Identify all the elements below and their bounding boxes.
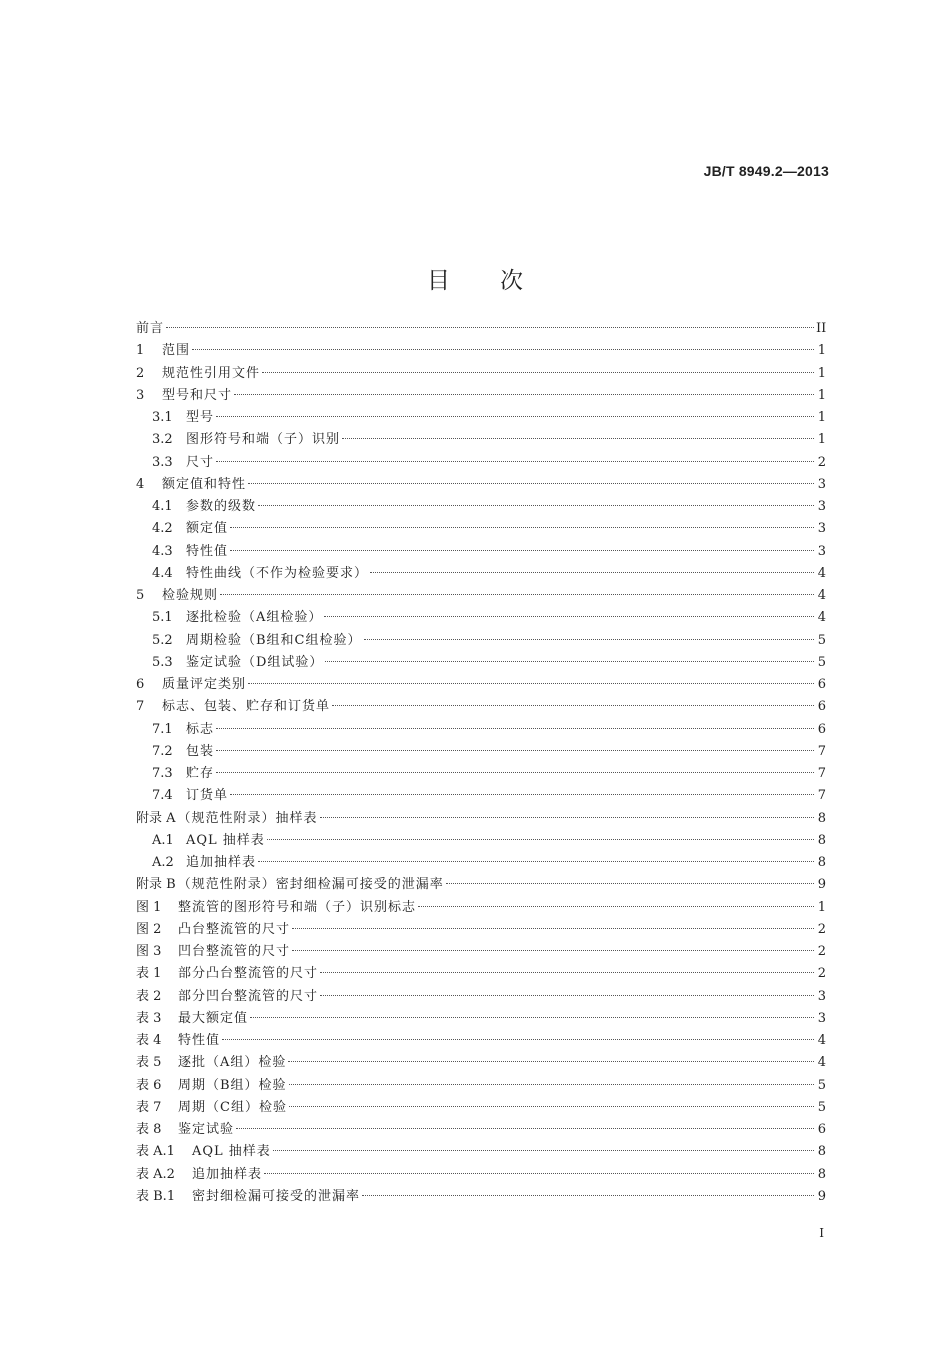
dot-leader	[192, 349, 814, 350]
toc-entry-label: 额定值和特性	[162, 476, 247, 492]
toc-entry-label: 部分凹台整流管的尺寸	[178, 988, 319, 1004]
toc-entry-page: 4	[817, 610, 826, 626]
toc-entry[interactable]	[136, 1097, 826, 1119]
toc-entry-number: 表 3	[136, 1010, 162, 1026]
dot-leader	[370, 572, 814, 573]
dot-leader	[288, 1061, 814, 1062]
toc-entry-number: 3.1	[152, 410, 173, 425]
dot-leader	[230, 527, 814, 528]
dot-leader	[230, 794, 814, 795]
toc-entry[interactable]	[136, 1008, 826, 1030]
toc-entry-page: 4	[817, 1055, 826, 1071]
toc-entry-page: 9	[817, 1188, 826, 1204]
dot-leader	[230, 550, 814, 551]
toc-entry[interactable]	[136, 1164, 826, 1186]
dot-leader	[292, 928, 814, 929]
toc-entry-number: 5.3	[152, 654, 173, 670]
toc-entry-page: 2	[817, 966, 826, 982]
toc-entry-number: 3	[136, 387, 145, 403]
toc-entry-label: AQL 抽样表	[192, 1144, 271, 1160]
toc-entry-label: 周期（B组）检验	[178, 1077, 287, 1093]
toc-entry-label: 部分凸台整流管的尺寸	[178, 966, 319, 982]
dot-leader	[222, 1039, 814, 1040]
toc-entry-page: 3	[817, 543, 826, 559]
toc-entry[interactable]	[136, 1119, 826, 1141]
toc-entry-label: 标志、包装、贮存和订货单	[162, 699, 331, 715]
toc-entry[interactable]	[136, 496, 826, 518]
toc-entry-page: 8	[817, 810, 826, 826]
toc-entry-label: 标志	[186, 721, 215, 737]
toc-entry-number: 图 3	[136, 944, 162, 959]
toc-entry-page: 5	[817, 1077, 826, 1093]
toc-entry-number: 附录 B	[136, 877, 176, 893]
toc-entry-page: 1	[817, 343, 826, 359]
toc-entry[interactable]	[136, 674, 826, 696]
toc-entry-page: 4	[817, 588, 826, 603]
toc-entry[interactable]	[136, 407, 826, 429]
dot-leader	[166, 327, 814, 328]
toc-entry[interactable]	[136, 808, 826, 830]
toc-entry[interactable]	[136, 340, 826, 362]
toc-entry-label: （规范性附录）密封细检漏可接受的泄漏率	[177, 877, 444, 893]
toc-entry-number: A.1	[152, 832, 174, 848]
toc-entry-number: 表 1	[136, 966, 162, 982]
toc-entry-label: 追加抽样表	[186, 855, 257, 870]
dot-leader	[418, 906, 814, 907]
toc-entry-page: 8	[817, 1166, 826, 1182]
dot-leader	[216, 728, 814, 729]
toc-entry-number: 3.3	[152, 454, 173, 470]
toc-entry-label: 鉴定试验	[178, 1122, 235, 1137]
toc-entry-page: 4	[817, 565, 826, 581]
toc-entry-page: 6	[817, 721, 826, 737]
toc-entry-label: 逐批检验（A组检验）	[186, 610, 323, 626]
toc-entry-label: 额定值	[186, 521, 229, 537]
toc-entry-number: 7	[136, 699, 145, 715]
toc-entry-page: 7	[817, 766, 826, 781]
toc-entry-number: 图 2	[136, 921, 162, 937]
toc-entry-number: 附录 A	[136, 810, 176, 826]
table-of-contents	[136, 318, 826, 1208]
dot-leader	[248, 483, 814, 484]
dot-leader	[250, 1017, 814, 1018]
toc-entry-page: 8	[817, 855, 826, 870]
dot-leader	[262, 372, 814, 373]
toc-entry-label: 逐批（A组）检验	[178, 1055, 287, 1071]
toc-entry-label: 前言	[136, 321, 165, 336]
toc-entry-number: 5.1	[152, 610, 173, 626]
toc-entry[interactable]	[136, 385, 826, 407]
toc-entry[interactable]	[136, 785, 826, 807]
dot-leader	[216, 750, 814, 751]
dot-leader	[216, 772, 814, 773]
toc-entry-number: A.2	[152, 855, 174, 870]
toc-entry-label: 订货单	[186, 788, 229, 804]
toc-entry-label: 追加抽样表	[192, 1166, 263, 1182]
toc-entry-label: 范围	[162, 343, 191, 359]
toc-entry-number: 1	[136, 343, 145, 359]
toc-entry-number: 表 B.1	[136, 1188, 176, 1204]
toc-entry[interactable]	[136, 1052, 826, 1074]
toc-entry-label: 质量评定类别	[162, 677, 247, 692]
toc-entry-label: 包装	[186, 743, 215, 759]
toc-entry-page: 5	[817, 632, 826, 648]
toc-entry-label: （规范性附录）抽样表	[177, 810, 318, 826]
toc-entry[interactable]	[136, 897, 826, 919]
dot-leader	[292, 950, 814, 951]
toc-entry-page: 1	[817, 365, 826, 381]
toc-entry[interactable]	[136, 941, 826, 963]
dot-leader	[332, 705, 814, 706]
toc-entry-label: 周期（C组）检验	[178, 1099, 287, 1115]
toc-entry[interactable]	[136, 963, 826, 985]
toc-entry-label: 规范性引用文件	[162, 365, 261, 381]
toc-entry-page: 2	[817, 944, 826, 959]
toc-entry[interactable]	[136, 363, 826, 385]
toc-entry-label: 整流管的图形符号和端（子）识别标志	[178, 899, 417, 915]
dot-leader	[364, 639, 814, 640]
toc-entry[interactable]	[136, 696, 826, 718]
toc-entry-number: 5	[136, 588, 145, 603]
toc-entry-page: 2	[817, 921, 826, 937]
toc-entry-page: 5	[817, 1099, 826, 1115]
toc-entry-number: 表 5	[136, 1055, 162, 1071]
toc-entry-number: 表 8	[136, 1122, 162, 1137]
dot-leader	[362, 1195, 814, 1196]
toc-entry-label: 凹台整流管的尺寸	[178, 944, 291, 959]
toc-entry[interactable]	[136, 1186, 826, 1208]
dot-leader	[324, 616, 814, 617]
toc-entry[interactable]	[136, 563, 826, 585]
toc-entry-label: 尺寸	[186, 454, 215, 470]
dot-leader	[220, 594, 814, 595]
toc-entry-label: AQL 抽样表	[186, 832, 265, 848]
toc-entry-number: 5.2	[152, 632, 173, 648]
toc-entry-label: 特性值	[178, 1033, 221, 1048]
toc-entry[interactable]	[136, 852, 826, 874]
toc-entry[interactable]	[136, 652, 826, 674]
title-part-2: 次	[500, 268, 523, 295]
page-title	[0, 262, 950, 295]
toc-entry-page: 3	[817, 521, 826, 537]
page-number: I	[819, 1226, 824, 1240]
toc-entry[interactable]	[136, 1030, 826, 1052]
toc-entry-number: 7.1	[152, 721, 173, 737]
toc-entry-page: 3	[817, 499, 826, 514]
toc-entry-page: 7	[817, 788, 826, 804]
toc-entry-page: 1	[817, 387, 826, 403]
toc-entry-label: 最大额定值	[178, 1010, 249, 1026]
dot-leader	[320, 817, 814, 818]
toc-entry[interactable]	[136, 630, 826, 652]
toc-entry-number: 图 1	[136, 899, 162, 915]
toc-entry[interactable]	[136, 452, 826, 474]
toc-entry-page: 3	[817, 988, 826, 1004]
dot-leader	[258, 505, 814, 506]
toc-entry-number: 表 A.2	[136, 1166, 175, 1182]
dot-leader	[264, 1173, 814, 1174]
dot-leader	[258, 861, 814, 862]
toc-entry-number: 4.2	[152, 521, 173, 537]
toc-entry-label: 鉴定试验（D组试验）	[186, 654, 324, 670]
toc-entry-page: 8	[817, 832, 826, 848]
toc-entry-page: 4	[817, 1033, 826, 1048]
toc-entry-page: 6	[817, 1122, 826, 1137]
toc-entry-label: 型号	[186, 410, 215, 425]
toc-entry-number: 6	[136, 677, 145, 692]
toc-entry-label: 参数的级数	[186, 499, 257, 514]
toc-entry-number: 7.3	[152, 766, 173, 781]
toc-entry-number: 4.1	[152, 499, 173, 514]
toc-entry[interactable]	[136, 1141, 826, 1163]
toc-entry-label: 检验规则	[162, 588, 219, 603]
toc-entry-page: 5	[817, 654, 826, 670]
toc-entry-label: 密封细检漏可接受的泄漏率	[192, 1188, 361, 1204]
dot-leader	[267, 839, 814, 840]
toc-entry-page: 8	[817, 1144, 826, 1160]
toc-entry[interactable]	[136, 874, 826, 896]
toc-entry-page: 1	[817, 410, 826, 425]
toc-entry-number: 4	[136, 476, 145, 492]
dot-leader	[342, 438, 814, 439]
toc-entry-number: 表 A.1	[136, 1144, 175, 1160]
toc-entry[interactable]	[136, 518, 826, 540]
toc-entry-page: 1	[817, 899, 826, 915]
toc-entry-number: 2	[136, 365, 145, 381]
dot-leader	[325, 661, 814, 662]
toc-entry[interactable]	[136, 986, 826, 1008]
toc-entry-label: 型号和尺寸	[162, 387, 233, 403]
toc-entry-label: 贮存	[186, 766, 215, 781]
toc-entry[interactable]	[136, 1075, 826, 1097]
toc-entry[interactable]	[136, 719, 826, 741]
toc-entry[interactable]	[136, 318, 826, 340]
toc-entry[interactable]	[136, 429, 826, 451]
toc-entry-number: 3.2	[152, 432, 173, 448]
toc-entry-number: 4.4	[152, 565, 173, 581]
toc-entry[interactable]	[136, 919, 826, 941]
toc-entry-page: 6	[817, 699, 826, 715]
toc-entry-page: 2	[817, 454, 826, 470]
toc-entry[interactable]	[136, 541, 826, 563]
toc-entry-page: 7	[817, 743, 826, 759]
toc-entry-label: 特性值	[186, 543, 229, 559]
toc-entry-number: 表 7	[136, 1099, 162, 1115]
dot-leader	[234, 394, 814, 395]
toc-entry-label: 图形符号和端（子）识别	[186, 432, 341, 448]
dot-leader	[320, 972, 814, 973]
dot-leader	[289, 1084, 814, 1085]
dot-leader	[216, 416, 814, 417]
toc-entry-page: 6	[817, 677, 826, 692]
toc-entry[interactable]	[136, 607, 826, 629]
dot-leader	[289, 1106, 814, 1107]
dot-leader	[248, 683, 814, 684]
toc-entry[interactable]	[136, 830, 826, 852]
dot-leader	[236, 1128, 814, 1129]
toc-entry[interactable]	[136, 585, 826, 607]
dot-leader	[446, 883, 814, 884]
toc-entry-page: 9	[817, 877, 826, 893]
toc-entry-label: 凸台整流管的尺寸	[178, 921, 291, 937]
toc-entry-number: 4.3	[152, 543, 173, 559]
dot-leader	[273, 1150, 814, 1151]
toc-entry-number: 7.2	[152, 743, 173, 759]
standard-code: JB/T 8949.2—2013	[703, 163, 829, 179]
toc-entry-page: 3	[817, 1010, 826, 1026]
toc-entry-page: 1	[817, 432, 826, 448]
toc-entry[interactable]	[136, 474, 826, 496]
dot-leader	[216, 461, 814, 462]
toc-entry[interactable]	[136, 741, 826, 763]
toc-entry-page: II	[816, 321, 827, 336]
toc-entry-label: 周期检验（B组和C组检验）	[186, 632, 362, 648]
toc-entry-number: 表 4	[136, 1033, 162, 1048]
dot-leader	[320, 995, 814, 996]
toc-entry-number: 7.4	[152, 788, 173, 804]
toc-entry-number: 表 6	[136, 1077, 162, 1093]
toc-entry-number: 表 2	[136, 988, 162, 1004]
title-part-1: 目	[427, 268, 450, 295]
toc-entry[interactable]	[136, 763, 826, 785]
toc-entry-page: 3	[817, 476, 826, 492]
toc-entry-label: 特性曲线（不作为检验要求）	[186, 565, 369, 581]
